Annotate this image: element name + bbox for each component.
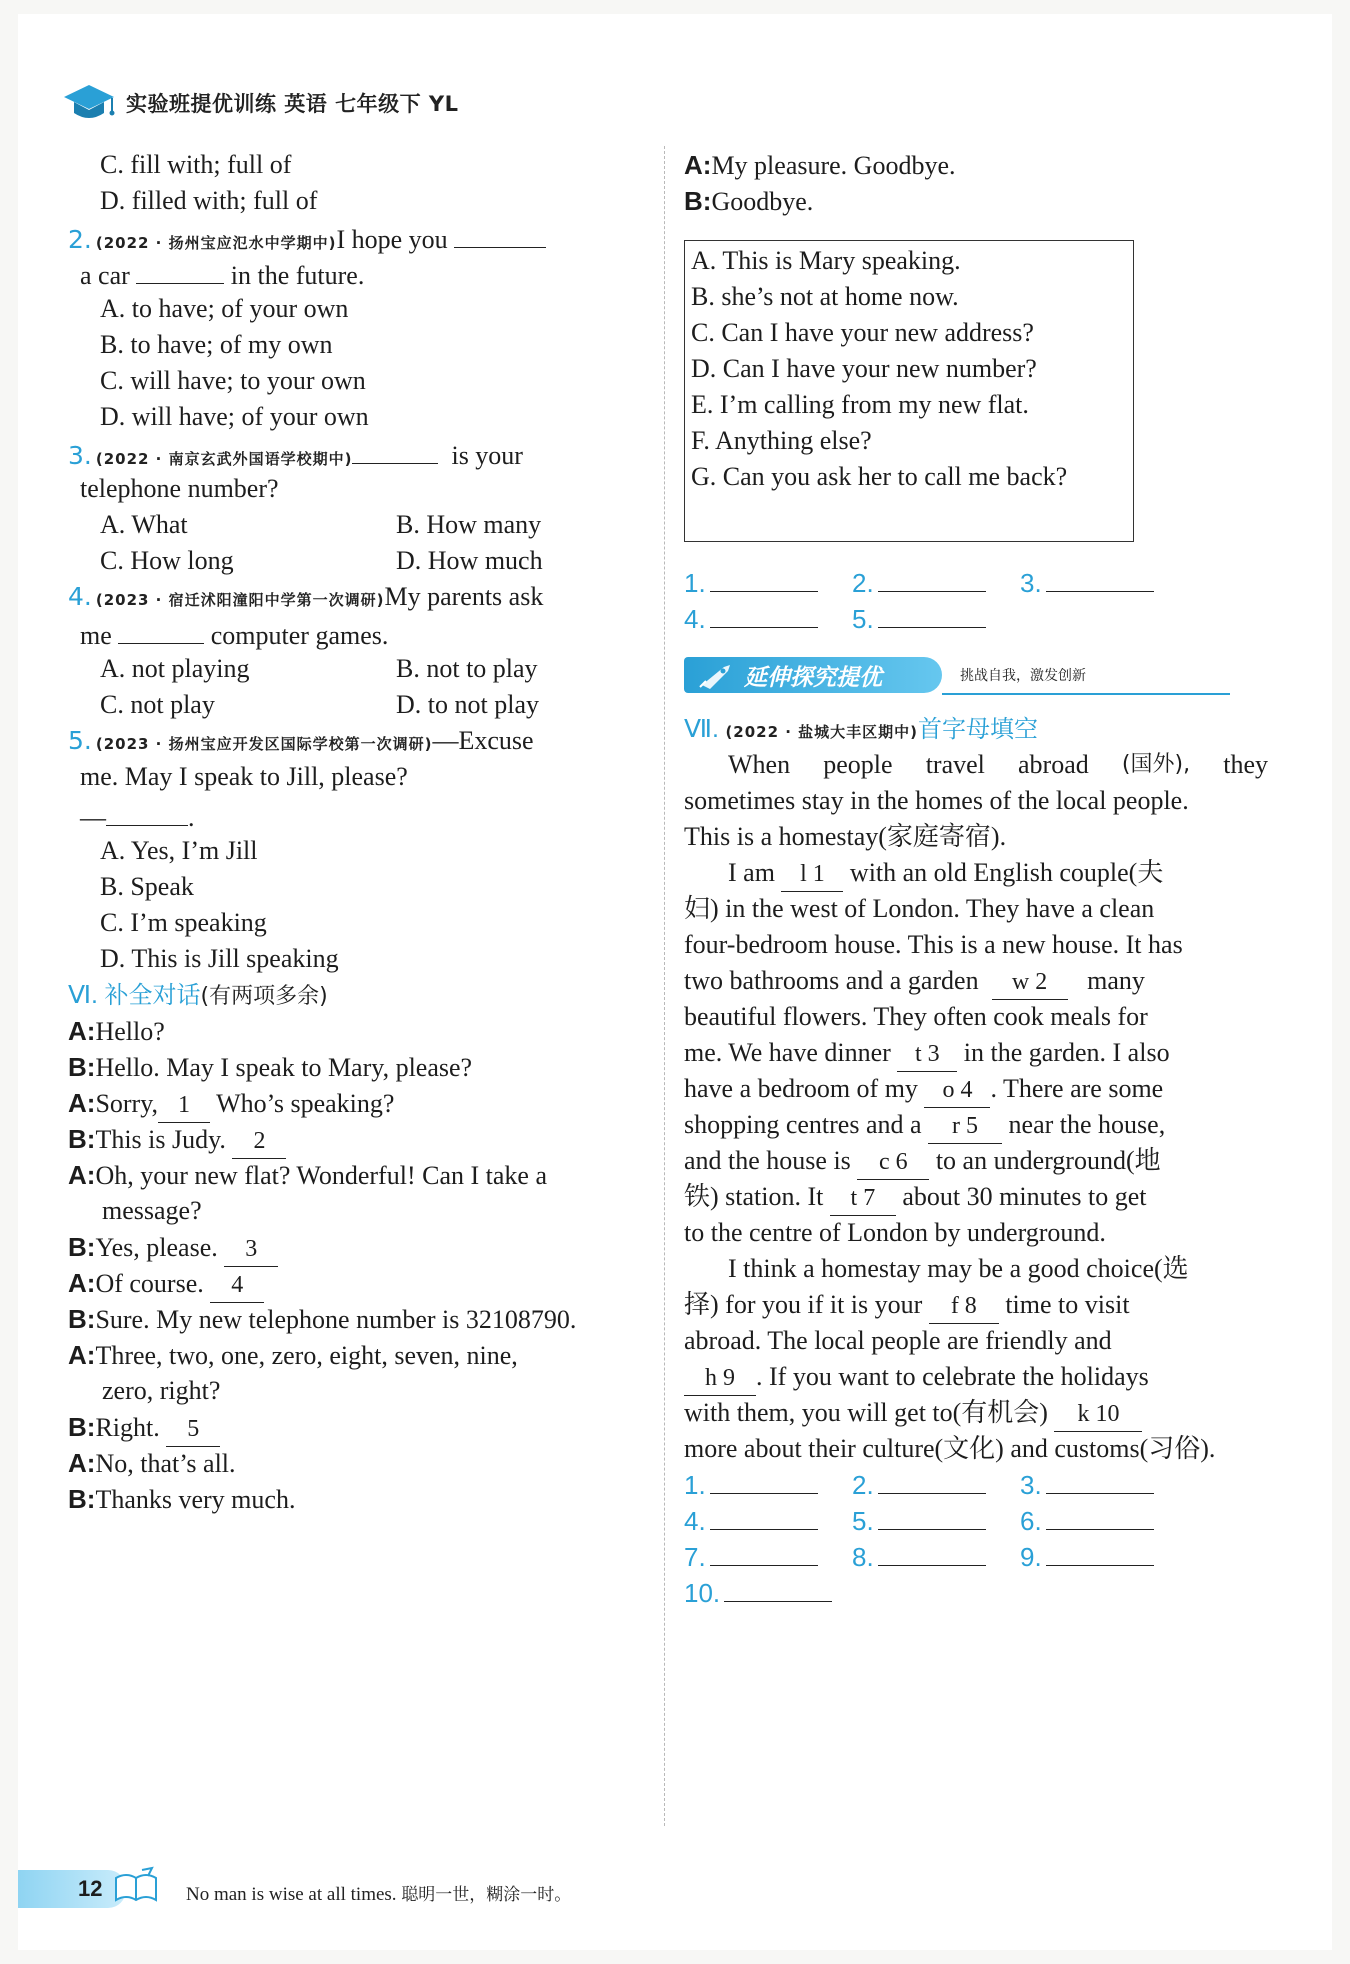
rocket-icon — [696, 661, 736, 689]
answer-slot[interactable]: 1. — [684, 563, 818, 599]
banner-title: 延伸探究提优 — [744, 665, 882, 691]
answer-blank[interactable]: 2 — [232, 1124, 286, 1159]
q5-option-c: C. I’m speaking — [100, 908, 267, 937]
q3-stem-cont: telephone number? — [80, 474, 279, 503]
answer-blank[interactable]: l 1 — [781, 857, 843, 892]
q2-option-a: A. to have; of your own — [100, 294, 349, 323]
answer-slot[interactable]: 3. — [1020, 563, 1154, 599]
q5-stem: 5. (2023 · 扬州宝应开发区国际学校第一次调研)—Excuse — [68, 726, 534, 755]
dialogue-line-cont: zero, right? — [102, 1376, 221, 1405]
question-source: (2022 · 南京玄武外国语学校期中) — [95, 450, 353, 468]
passage-line: me. We have dinner t 3 in the garden. I also — [684, 1033, 1170, 1073]
dialogue-line: A:Oh, your new flat? Wonderful! Can I take a — [68, 1160, 547, 1190]
passage-line: and the house is c 6 to an underground(地 — [684, 1141, 1161, 1181]
answer-row — [684, 599, 1244, 639]
dialogue-line: A:Hello? — [68, 1016, 165, 1046]
section-banner — [684, 657, 1230, 697]
q3-options-ab: A. What B. How many — [100, 510, 542, 539]
question-number: 5. — [68, 726, 92, 755]
option-item: F. Anything else? — [691, 426, 872, 455]
passage-line: abroad. The local people are friendly and — [684, 1326, 1112, 1355]
passage-line: beautiful flowers. They often cook meals for — [684, 1002, 1148, 1031]
passage-line: sometimes stay in the homes of the local people. — [684, 786, 1189, 815]
answer-slot[interactable]: 4. — [684, 599, 818, 635]
dialogue-line: B:This is Judy. 2 — [68, 1119, 286, 1159]
answer-slot[interactable]: 2. — [852, 1465, 986, 1501]
passage-line: 妇) in the west of London. They have a clean — [684, 894, 1155, 923]
page-number: 12 — [78, 1876, 103, 1901]
passage-line: two bathrooms and a garden w 2 many — [684, 961, 1145, 1001]
q2-option-b: B. to have; of my own — [100, 330, 333, 359]
passage-line: to the centre of London by underground. — [684, 1218, 1106, 1247]
option-item: B. she’s not at home now. — [691, 282, 959, 311]
question-number: 4. — [68, 582, 92, 611]
answer-slot[interactable]: 5. — [852, 1501, 986, 1537]
answer-blank[interactable]: o 4 — [924, 1073, 990, 1108]
question-source: (2023 · 宿迁沭阳潼阳中学第一次调研) — [95, 591, 385, 609]
dialogue-line: A:No, that’s all. — [68, 1448, 236, 1478]
answer-slot[interactable]: 5. — [852, 599, 986, 635]
answer-blank[interactable]: 4 — [210, 1268, 264, 1303]
passage-line: have a bedroom of my o 4 . There are some — [684, 1069, 1163, 1109]
answer-blank[interactable]: f 8 — [929, 1289, 999, 1324]
answer-blank[interactable]: 5 — [166, 1412, 220, 1447]
answer-blank[interactable]: r 5 — [928, 1109, 1002, 1144]
footer-motto: No man is wise at all times. 聪明一世，糊涂一时。 — [186, 1884, 572, 1905]
q4-stem-cont: me computer games. — [80, 613, 388, 653]
answer-row — [684, 1465, 1244, 1505]
answer-slot[interactable]: 9. — [1020, 1537, 1154, 1573]
dialogue-line: B:Goodbye. — [684, 186, 814, 216]
q1-option-d: D. filled with; full of — [100, 186, 318, 215]
answer-slot[interactable]: 7. — [684, 1537, 818, 1573]
question-number: 2. — [68, 225, 92, 254]
option-item: E. I’m calling from my new flat. — [691, 390, 1029, 419]
question-source: (2022 · 扬州宝应氾水中学期中) — [95, 234, 337, 252]
q1-option-c: C. fill with; full of — [100, 150, 292, 179]
q4-options-cd: C. not play D. to not play — [100, 690, 539, 719]
passage-line: I think a homestay may be a good choice(选 — [728, 1254, 1189, 1283]
answer-blank[interactable]: t 3 — [897, 1037, 957, 1072]
dialogue-line: B:Right. 5 — [68, 1407, 220, 1447]
dialogue-line: A:Of course. 4 — [68, 1263, 264, 1303]
q5-stem-cont: me. May I speak to Jill, please? — [80, 762, 408, 791]
section-title: 首字母填空 — [918, 715, 1039, 743]
answer-blank[interactable] — [352, 433, 438, 464]
header-title: 实验班提优训练 英语 七年级下 YL — [126, 92, 459, 116]
q3-options-cd: C. How long D. How much — [100, 546, 543, 575]
answer-slot[interactable]: 2. — [852, 563, 986, 599]
passage-line: shopping centres and a r 5 near the house, — [684, 1105, 1165, 1145]
answer-blank[interactable]: h 9 — [684, 1361, 756, 1396]
passage-line: When people travel abroad (国外), they — [728, 750, 1268, 779]
q3-stem: 3. (2022 · 南京玄武外国语学校期中) is your — [68, 433, 523, 473]
dialogue-line: A:Sorry, 1 Who’s speaking? — [68, 1083, 394, 1123]
q5-answer-line: — . — [80, 795, 195, 835]
answer-blank[interactable]: 1 — [158, 1088, 210, 1123]
dialogue-line: B:Hello. May I speak to Mary, please? — [68, 1052, 473, 1082]
option-item: C. Can I have your new address? — [691, 318, 1034, 347]
answer-slot[interactable]: 4. — [684, 1501, 818, 1537]
passage-line: h 9 . If you want to celebrate the holidays — [684, 1357, 1149, 1397]
answer-slot[interactable]: 6. — [1020, 1501, 1154, 1537]
q5-option-d: D. This is Jill speaking — [100, 944, 339, 973]
dialogue-line: A:Three, two, one, zero, eight, seven, nine, — [68, 1340, 518, 1370]
q4-stem: 4. (2023 · 宿迁沭阳潼阳中学第一次调研)My parents ask — [68, 582, 544, 611]
answer-blank[interactable] — [454, 217, 546, 248]
dialogue-line: B:Yes, please. 3 — [68, 1227, 278, 1267]
answer-blank[interactable]: w 2 — [992, 965, 1068, 1000]
answer-blank[interactable]: k 10 — [1054, 1397, 1142, 1432]
dialogue-line: A:My pleasure. Goodbye. — [684, 150, 956, 180]
open-book-icon — [112, 1866, 160, 1908]
q5-option-b: B. Speak — [100, 872, 194, 901]
answer-blank[interactable] — [136, 253, 224, 284]
column-divider — [664, 146, 665, 1826]
passage-line: 择) for you if it is your f 8 time to visit — [684, 1285, 1130, 1325]
q2-stem-cont: a car in the future. — [80, 253, 364, 293]
answer-blank[interactable]: 3 — [224, 1232, 278, 1267]
option-item: G. Can you ask her to call me back? — [691, 462, 1068, 491]
dialogue-line: B:Sure. My new telephone number is 32108790. — [68, 1304, 577, 1334]
passage-line: with them, you will get to(有机会) k 10 — [684, 1393, 1142, 1433]
section-6-heading: Ⅵ. 补全对话(有两项多余) — [68, 981, 328, 1009]
answer-blank[interactable] — [106, 795, 188, 826]
option-item: D. Can I have your new number? — [691, 354, 1037, 383]
options-box — [684, 240, 1134, 542]
q5-option-a: A. Yes, I’m Jill — [100, 836, 258, 865]
passage-line: more about their culture(文化) and customs(习俗). — [684, 1434, 1216, 1463]
answer-blank[interactable]: t 7 — [830, 1181, 896, 1216]
answer-row — [684, 563, 1244, 603]
section-title: 补全对话 — [104, 981, 201, 1009]
answer-blank[interactable]: c 6 — [857, 1145, 929, 1180]
passage-line: four-bedroom house. This is a new house. It has — [684, 930, 1183, 959]
answer-row — [684, 1573, 1244, 1613]
answer-slot[interactable]: 1. — [684, 1465, 818, 1501]
answer-blank[interactable] — [118, 613, 204, 644]
answer-slot[interactable]: 8. — [852, 1537, 986, 1573]
question-source: (2023 · 扬州宝应开发区国际学校第一次调研) — [95, 735, 433, 753]
dialogue-line-cont: message? — [102, 1196, 202, 1225]
q2-option-c: C. will have; to your own — [100, 366, 366, 395]
answer-row — [684, 1501, 1244, 1541]
passage-line: 铁) station. It t 7 about 30 minutes to get — [684, 1177, 1146, 1217]
passage-line: This is a homestay(家庭寄宿). — [684, 822, 1007, 851]
answer-slot[interactable]: 3. — [1020, 1465, 1154, 1501]
q4-options-ab: A. not playing B. not to play — [100, 654, 538, 683]
answer-row — [684, 1537, 1244, 1577]
footer — [18, 1866, 1332, 1914]
graduation-cap-icon — [62, 81, 116, 125]
answer-slot[interactable]: 10. — [684, 1573, 832, 1609]
q2-option-d: D. will have; of your own — [100, 402, 369, 431]
section-7-heading: Ⅶ. (2022 · 盐城大丰区期中)首字母填空 — [684, 715, 1039, 743]
question-number: 3. — [68, 441, 92, 470]
dialogue-line: B:Thanks very much. — [68, 1484, 296, 1514]
passage-line: I am l 1 with an old English couple(夫 — [728, 853, 1163, 893]
option-item: A. This is Mary speaking. — [691, 246, 961, 275]
header — [62, 78, 459, 128]
banner-subtitle: 挑战自我，激发创新 — [960, 668, 1086, 684]
question-source: (2022 · 盐城大丰区期中) — [725, 723, 919, 741]
q2-stem: 2. (2022 · 扬州宝应氾水中学期中)I hope you — [68, 217, 546, 257]
